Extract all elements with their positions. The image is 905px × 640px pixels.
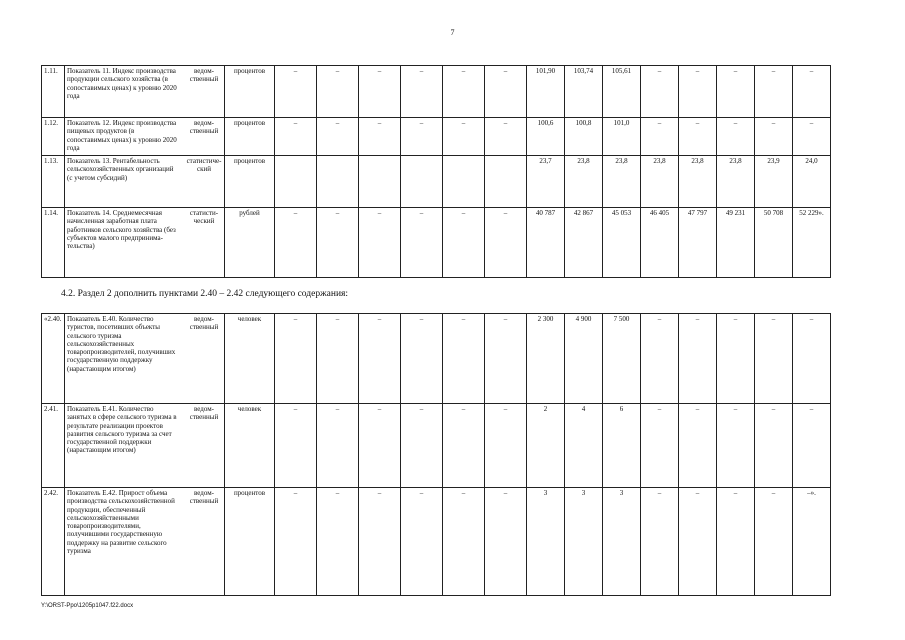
value-cell: –: [359, 208, 401, 278]
row-number: 1.11.: [42, 66, 65, 118]
file-path-footer: Y:\ORST-Ppo\1205p1047.f22.docx: [41, 603, 134, 609]
value-cell: 24,0: [793, 156, 831, 208]
data-source: ведом-ственный: [189, 489, 219, 506]
value-cell: 100,8: [565, 118, 603, 156]
value-cell: –: [755, 488, 793, 596]
table-row: [42, 156, 831, 208]
value-cell: 47 797: [679, 208, 717, 278]
value-cell: –: [317, 118, 359, 156]
value-cell: 101,0: [603, 118, 641, 156]
value-cell: 23,8: [641, 156, 679, 208]
value-cell: –: [401, 488, 443, 596]
unit-cell: процентов: [225, 66, 275, 118]
data-source: статистиче-ский: [186, 157, 222, 174]
value-cell: –: [755, 314, 793, 404]
row-number: 1.13.: [42, 156, 65, 208]
indicator-name: Показатель Е.42. Прирост объема производства сельскохозяйственной продукции, обеспеченный сельскохозяйственными товаропроизводителями, получившими государственную поддержку на развитие сельского туризма: [67, 489, 175, 556]
value-cell: –: [485, 118, 527, 156]
value-cell: –: [641, 118, 679, 156]
value-cell: [485, 156, 527, 208]
value-cell: 3: [565, 488, 603, 596]
value-cell: –: [275, 118, 317, 156]
indicator-name-cell: [65, 208, 225, 278]
unit-cell: процентов: [225, 488, 275, 596]
indicator-name-cell: [65, 66, 225, 118]
value-cell: –: [793, 404, 831, 488]
value-cell: 4: [565, 404, 603, 488]
unit-cell: человек: [225, 314, 275, 404]
value-cell: 42 867: [565, 208, 603, 278]
table-row: [42, 404, 831, 488]
data-source: ведом-ственный: [189, 119, 219, 136]
value-cell: –: [359, 404, 401, 488]
value-cell: –: [359, 66, 401, 118]
value-cell: [359, 156, 401, 208]
indicator-name: Показатель 14. Среднемесячная начисленная заработная плата работников сельского хозяйства (без субъектов малого предпринима-тельства): [67, 209, 176, 251]
indicator-name-cell: [65, 488, 225, 596]
value-cell: –: [717, 118, 755, 156]
value-cell: –: [401, 404, 443, 488]
value-cell: –: [485, 314, 527, 404]
value-cell: 52 229».: [793, 208, 831, 278]
value-cell: –: [317, 488, 359, 596]
value-cell: –: [679, 66, 717, 118]
value-cell: 45 053: [603, 208, 641, 278]
section-heading: 4.2. Раздел 2 дополнить пунктами 2.40 – 2.42 следующего содержания:: [61, 289, 349, 299]
row-number: 2.42.: [42, 488, 65, 596]
value-cell: 23,8: [679, 156, 717, 208]
value-cell: –: [401, 118, 443, 156]
data-source: статисти-ческий: [189, 209, 219, 226]
indicator-name: Показатель 12. Индекс производства пищевых продуктов (в сопоставимых ценах) к уровню 2020 года: [67, 119, 177, 152]
value-cell: 7 500: [603, 314, 641, 404]
value-cell: –: [401, 66, 443, 118]
value-cell: –: [717, 314, 755, 404]
indicator-name: Показатель 11. Индекс производства продукции сельского хозяйства (в сопоставимых ценах) к уровню 2020 года: [67, 67, 177, 100]
indicators-table-2: [41, 313, 831, 596]
value-cell: 2 300: [527, 314, 565, 404]
value-cell: 50 708: [755, 208, 793, 278]
value-cell: 23,8: [565, 156, 603, 208]
indicator-name: Показатель 13. Рентабельность сельскохозяйственных организаций (с учетом субсидий): [67, 157, 174, 182]
value-cell: –: [679, 314, 717, 404]
indicator-name-cell: [65, 156, 225, 208]
value-cell: –: [793, 314, 831, 404]
value-cell: [443, 156, 485, 208]
value-cell: 23,8: [717, 156, 755, 208]
indicator-name-cell: [65, 118, 225, 156]
value-cell: 3: [527, 488, 565, 596]
value-cell: 3: [603, 488, 641, 596]
row-number: 2.41.: [42, 404, 65, 488]
value-cell: –: [275, 208, 317, 278]
indicator-name: Показатель Е.41. Количество занятых в сфере сельского туризма в результате реализации проектов развития сельского туризма за счет государственной поддержки (нарастающим итогом): [67, 405, 177, 455]
value-cell: –: [679, 118, 717, 156]
value-cell: 103,74: [565, 66, 603, 118]
value-cell: –: [679, 404, 717, 488]
value-cell: 23,7: [527, 156, 565, 208]
value-cell: –: [359, 314, 401, 404]
value-cell: –: [485, 66, 527, 118]
value-cell: [275, 156, 317, 208]
value-cell: –: [717, 488, 755, 596]
value-cell: –: [275, 314, 317, 404]
data-source: ведом-ственный: [189, 405, 219, 422]
table-row: [42, 66, 831, 118]
value-cell: –: [793, 66, 831, 118]
value-cell: –: [485, 208, 527, 278]
unit-cell: процентов: [225, 118, 275, 156]
data-source: ведом-ственный: [189, 67, 219, 84]
value-cell: 49 231: [717, 208, 755, 278]
value-cell: –».: [793, 488, 831, 596]
value-cell: 2: [527, 404, 565, 488]
value-cell: –: [717, 404, 755, 488]
value-cell: –: [359, 488, 401, 596]
value-cell: –: [443, 208, 485, 278]
indicator-name-cell: [65, 404, 225, 488]
indicator-name-cell: [65, 314, 225, 404]
value-cell: –: [317, 66, 359, 118]
table-row: [42, 208, 831, 278]
indicators-table-1: [41, 65, 831, 278]
value-cell: –: [641, 404, 679, 488]
unit-cell: рублей: [225, 208, 275, 278]
table-row: [42, 118, 831, 156]
value-cell: 46 405: [641, 208, 679, 278]
value-cell: 4 900: [565, 314, 603, 404]
value-cell: –: [275, 488, 317, 596]
value-cell: –: [485, 404, 527, 488]
value-cell: [401, 156, 443, 208]
value-cell: –: [317, 314, 359, 404]
value-cell: –: [755, 66, 793, 118]
value-cell: –: [485, 488, 527, 596]
row-number: «2.40.: [42, 314, 65, 404]
value-cell: –: [443, 404, 485, 488]
value-cell: –: [275, 404, 317, 488]
table-2-body: [42, 314, 831, 596]
table-1-body: [42, 66, 831, 278]
indicator-name: Показатель Е.40. Количество туристов, посетивших объекты сельского туризма сельскохозяйственных товаропроизводителей, получивших государственную поддержку (нарастающим итогом): [67, 315, 176, 373]
value-cell: 23,9: [755, 156, 793, 208]
table-row: [42, 314, 831, 404]
value-cell: –: [717, 66, 755, 118]
value-cell: [317, 156, 359, 208]
unit-cell: человек: [225, 404, 275, 488]
value-cell: 40 787: [527, 208, 565, 278]
value-cell: –: [443, 488, 485, 596]
table-row: [42, 488, 831, 596]
value-cell: 105,61: [603, 66, 641, 118]
value-cell: –: [401, 314, 443, 404]
value-cell: –: [443, 118, 485, 156]
value-cell: –: [275, 66, 317, 118]
value-cell: –: [755, 118, 793, 156]
value-cell: –: [641, 314, 679, 404]
value-cell: 6: [603, 404, 641, 488]
value-cell: –: [401, 208, 443, 278]
unit-cell: процентов: [225, 156, 275, 208]
value-cell: –: [443, 66, 485, 118]
value-cell: –: [317, 208, 359, 278]
value-cell: 100,6: [527, 118, 565, 156]
value-cell: –: [755, 404, 793, 488]
data-source: ведом-ственный: [189, 315, 219, 332]
value-cell: –: [443, 314, 485, 404]
page-number: 7: [450, 28, 455, 37]
row-number: 1.12.: [42, 118, 65, 156]
value-cell: –: [679, 488, 717, 596]
value-cell: 23,8: [603, 156, 641, 208]
value-cell: –: [317, 404, 359, 488]
value-cell: 101,90: [527, 66, 565, 118]
row-number: 1.14.: [42, 208, 65, 278]
value-cell: –: [641, 66, 679, 118]
value-cell: –: [793, 118, 831, 156]
value-cell: –: [641, 488, 679, 596]
value-cell: –: [359, 118, 401, 156]
